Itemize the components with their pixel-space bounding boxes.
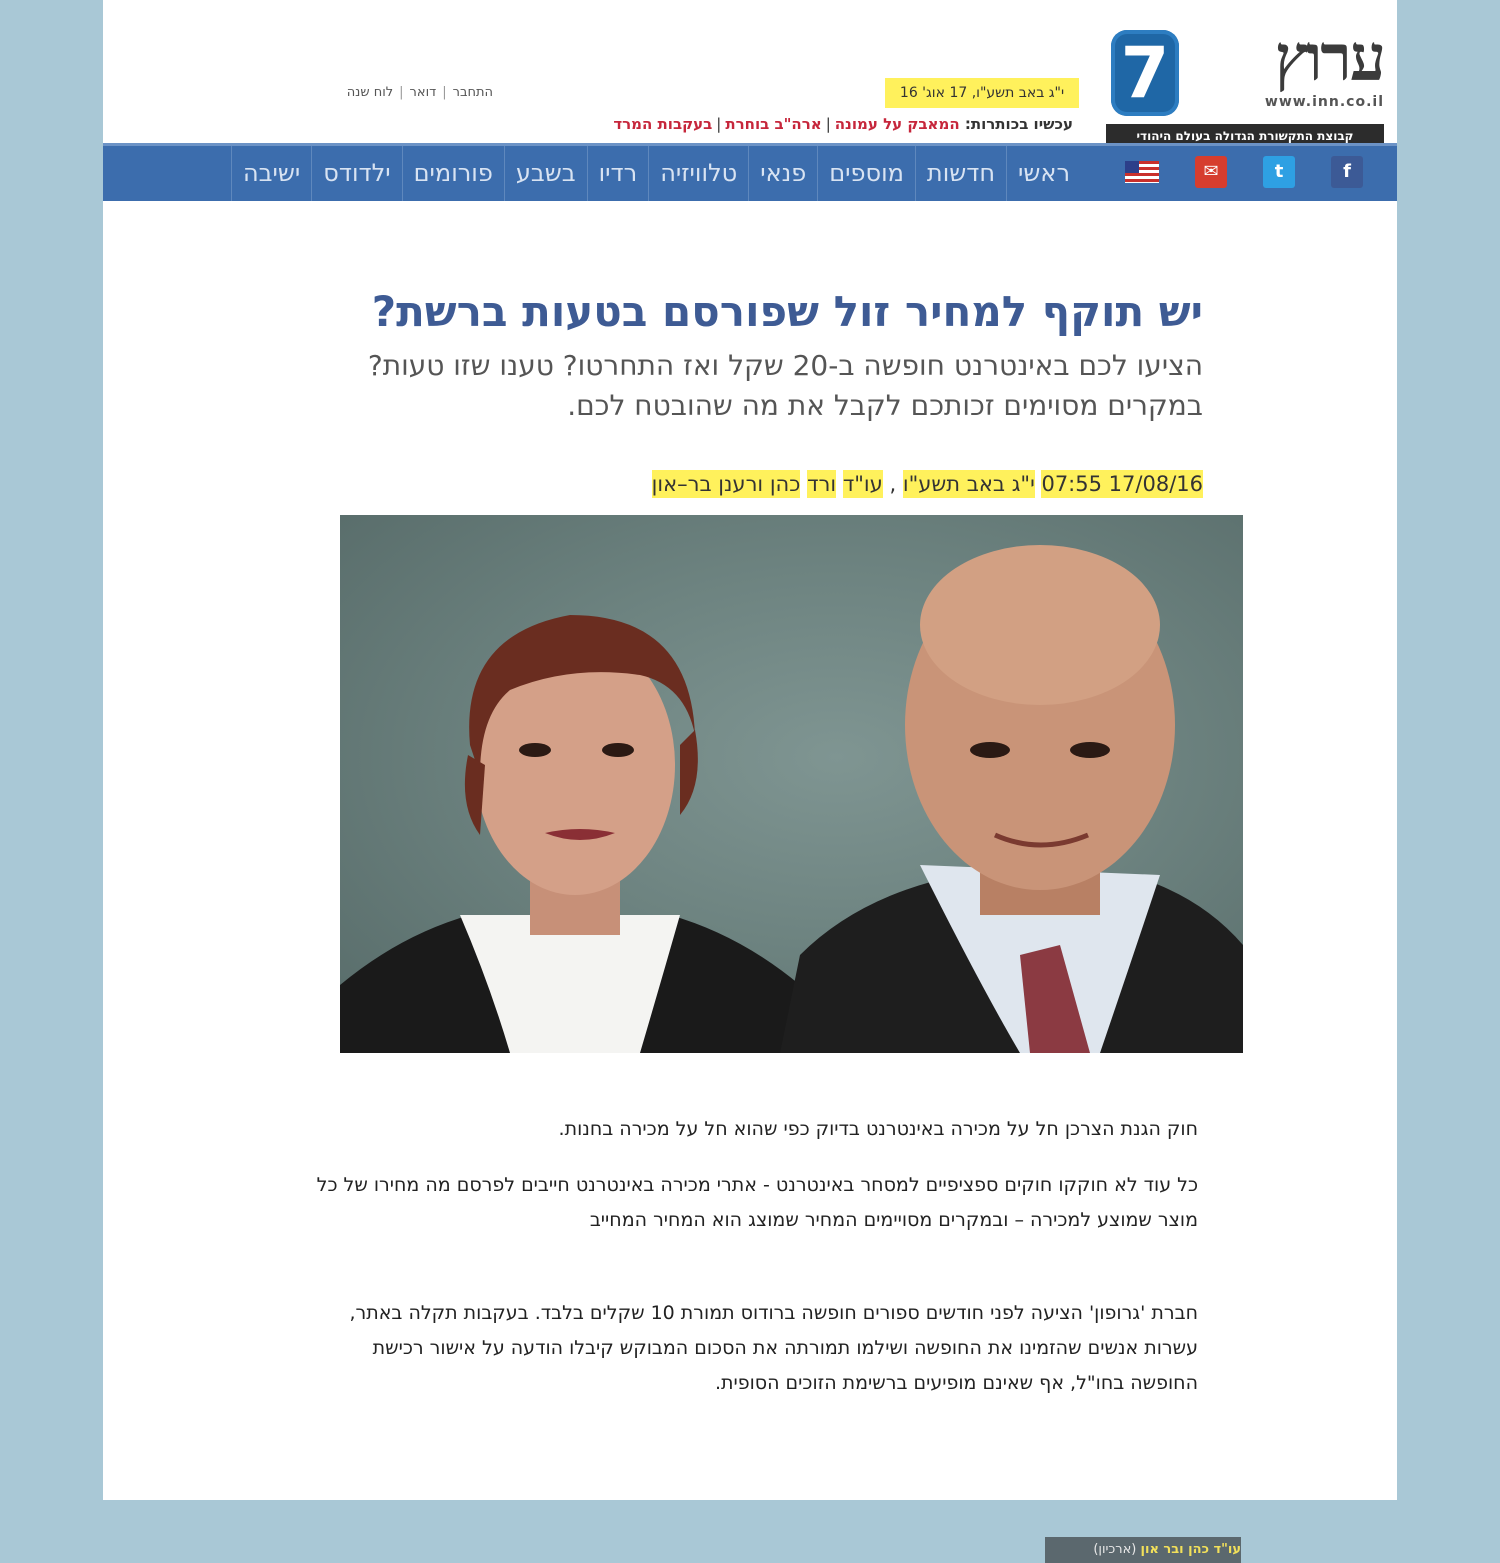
us-flag-icon[interactable] (1125, 161, 1159, 183)
nav-item-kids[interactable]: ילדודס (311, 146, 401, 201)
headline-link[interactable]: המאבק על עמונה (834, 115, 960, 133)
author-names[interactable]: כהן ורענן בר–און (651, 472, 801, 496)
headline-link[interactable]: בעקבות המרד (613, 115, 713, 133)
article-hebrew-date: י"ג באב תשע"ו (902, 472, 1035, 496)
article-byline (543, 468, 1203, 500)
nav-item-home[interactable]: ראשי (1006, 146, 1081, 201)
logo-seven: 7 (1111, 30, 1179, 116)
twitter-icon[interactable]: t (1263, 156, 1295, 188)
byline-comma: , (889, 472, 897, 496)
logo-word: ערוץ (1274, 21, 1384, 96)
top-links: התחבר|דואר|לוח שנה (346, 85, 493, 100)
headlines-bar: עכשיו בכותרות: המאבק על עמונה|ארה"ב בוחרת|בעקבות המרד (613, 115, 1073, 133)
article-datetime: 17/08/16 07:55 (1041, 472, 1203, 496)
headlines-label: עכשיו בכותרות: (964, 115, 1073, 133)
article-paragraph: חברת 'גרופון' הציעה לפני חודשים ספורים חופשה ברודוס תמורת 10 שקלים בלבד. בעקבות תקלה באתר, עשרות אנשים שהזמינו את החופשה ושילמו תמורתה את הסכום המבוקש קיבלו הודעה על אישור רכישת החופשה בחו"ל, אף שאינם מופיעים ברשימת הזוכים הסופית. (349, 1302, 1198, 1394)
author-first[interactable]: ורד (807, 472, 837, 496)
article-subtitle: הציעו לכם באינטרנט חופשה ב-20 שקל ואז התחרטו? טענו שזו טעות? במקרים מסוימים זכותכם לקבל את מה שהובטח לכם. (367, 349, 1203, 422)
site-logo[interactable] (1106, 21, 1384, 148)
article-paragraph: חוק הגנת הצרכן חל על מכירה באינטרנט בדיוק כפי שהוא חל על מכירה בחנות. (558, 1118, 1198, 1140)
nav-item-radio[interactable]: רדיו (587, 146, 649, 201)
caption-names: עו"ד כהן ובר און (1140, 1542, 1241, 1557)
article-title: יש תוקף למחיר זול שפורסם בטעות ברשת? (371, 287, 1203, 336)
nav-item-yeshiva[interactable]: ישיבה (231, 146, 311, 201)
logo-box (1106, 21, 1384, 120)
caption-credit: (ארכיון) (1093, 1542, 1137, 1557)
calendar-link[interactable]: לוח שנה (346, 85, 394, 100)
social-icons (1103, 156, 1373, 192)
header-date: י"ג באב תשע"ו, 17 אוג' 16 (885, 78, 1079, 108)
main-nav (103, 143, 1397, 201)
nav-item-supplements[interactable]: מוספים (817, 146, 915, 201)
mail-link[interactable]: דואר (409, 85, 437, 100)
portrait-illustration (340, 515, 1243, 1053)
photo-caption (1045, 1537, 1241, 1563)
page-sheet (103, 0, 1397, 1557)
nav-items (131, 146, 1081, 201)
nav-item-leisure[interactable]: פנאי (748, 146, 817, 201)
logo-url: www.inn.co.il (1264, 94, 1384, 110)
login-link[interactable]: התחבר (452, 85, 493, 100)
article-paragraph: כל עוד לא חוקקו חוקים ספציפיים למסחר באינטרנט - אתרי מכירה באינטרנט חייבים לפרסם מה מחירו של כל מוצר שמוצע למכירה – ובמקרים מסויימים המחיר שמוצג הוא המחיר המחייב (316, 1174, 1198, 1231)
headline-link[interactable]: ארה"ב בוחרת (725, 115, 822, 133)
author-title: עו"ד (842, 472, 883, 496)
facebook-icon[interactable]: f (1331, 156, 1363, 188)
nav-item-besheva[interactable]: בשבע (504, 146, 587, 201)
logo-tagline: קבוצת התקשורת הגדולה בעולם היהודי (1106, 124, 1384, 148)
nav-item-forums[interactable]: פורומים (402, 146, 504, 201)
mail-icon[interactable]: ✉ (1195, 156, 1227, 188)
nav-item-news[interactable]: חדשות (915, 146, 1006, 201)
nav-item-tv[interactable]: טלוויזיה (648, 146, 748, 201)
